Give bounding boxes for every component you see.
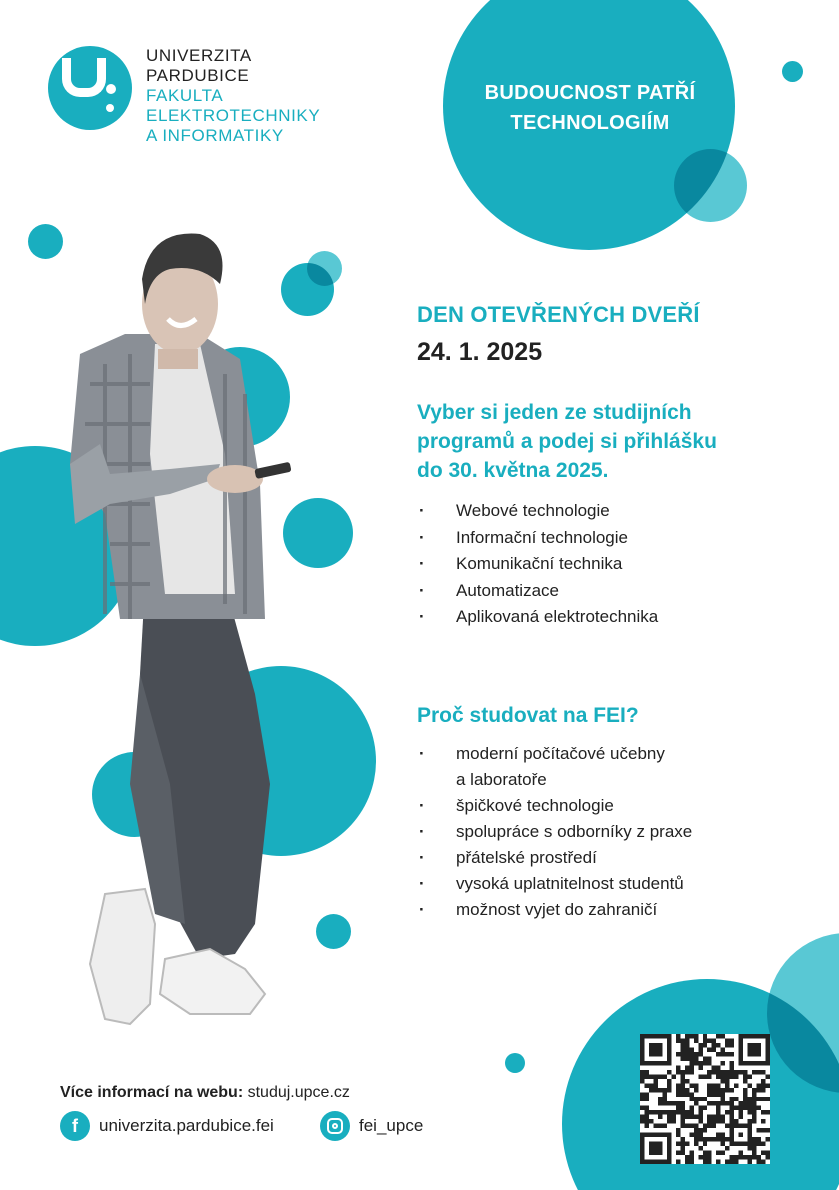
event-date: 24. 1. 2025 <box>417 338 543 366</box>
instagram-link[interactable] <box>320 1111 423 1141</box>
tagline-line1: BUDOUCNOST PATŘÍ <box>484 82 696 104</box>
facebook-handle[interactable]: univerzita.pardubice.fei <box>99 1116 274 1135</box>
program-item: · Komunikační technika <box>417 551 658 578</box>
decor-circle-shoe-dot <box>316 914 351 949</box>
university-logo-mark <box>48 46 132 130</box>
facebook-icon: f <box>60 1111 90 1141</box>
qr-code[interactable] <box>640 1034 770 1164</box>
why-item-continuation: a laboratoře <box>456 770 547 789</box>
decor-circle-head-right-small <box>307 251 342 286</box>
decor-circle-top-right-dot <box>782 61 803 82</box>
lead-line1: Vyber si jeden ze studijních <box>417 401 692 424</box>
university-name-line1: UNIVERZITA <box>146 46 252 65</box>
instagram-icon <box>320 1111 350 1141</box>
student-photo <box>50 224 310 1034</box>
tagline-line2: TECHNOLOGIÍM <box>510 112 670 134</box>
why-item: · spolupráce s odborníky z praxe <box>417 819 692 845</box>
faculty-name-line2: ELEKTROTECHNIKY <box>146 106 321 125</box>
why-item: · moderní počítačové učebny <box>417 741 692 767</box>
footer-web-line <box>60 1084 350 1102</box>
program-item: · Informační technologie <box>417 525 658 552</box>
footer-web-link[interactable]: studuj.upce.cz <box>247 1084 350 1101</box>
why-list <box>417 741 692 923</box>
faculty-name-line3: A INFORMATIKY <box>146 126 284 145</box>
lead-line3: do 30. května 2025. <box>417 459 609 482</box>
decor-circle-bottom-dot <box>505 1053 525 1073</box>
instagram-handle[interactable]: fei_upce <box>359 1116 424 1135</box>
why-item: · přátelské prostředí <box>417 845 692 871</box>
university-name-line2: PARDUBICE <box>146 66 250 85</box>
why-item: · vysoká uplatnitelnost studentů <box>417 871 692 897</box>
footer-more-label: Více informací na webu: <box>60 1084 244 1101</box>
why-title: Proč studovat na FEI? <box>417 704 639 727</box>
lead-line2: programů a podej si přihlášku <box>417 430 717 453</box>
decor-circle-top-overlap <box>674 149 747 222</box>
program-item: · Aplikovaná elektrotechnika <box>417 604 658 631</box>
event-title: DEN OTEVŘENÝCH DVEŘÍ <box>417 302 700 327</box>
program-item: · Automatizace <box>417 578 658 605</box>
program-item: · Webové technologie <box>417 498 658 525</box>
lead-text <box>417 398 827 485</box>
tagline <box>440 78 740 138</box>
university-logo <box>48 46 320 146</box>
university-name <box>146 46 320 146</box>
why-item: · špičkové technologie <box>417 793 692 819</box>
facebook-link[interactable] <box>60 1111 274 1141</box>
program-list <box>417 498 658 631</box>
why-item: · možnost vyjet do zahraničí <box>417 897 692 923</box>
faculty-name-line1: FAKULTA <box>146 86 224 105</box>
